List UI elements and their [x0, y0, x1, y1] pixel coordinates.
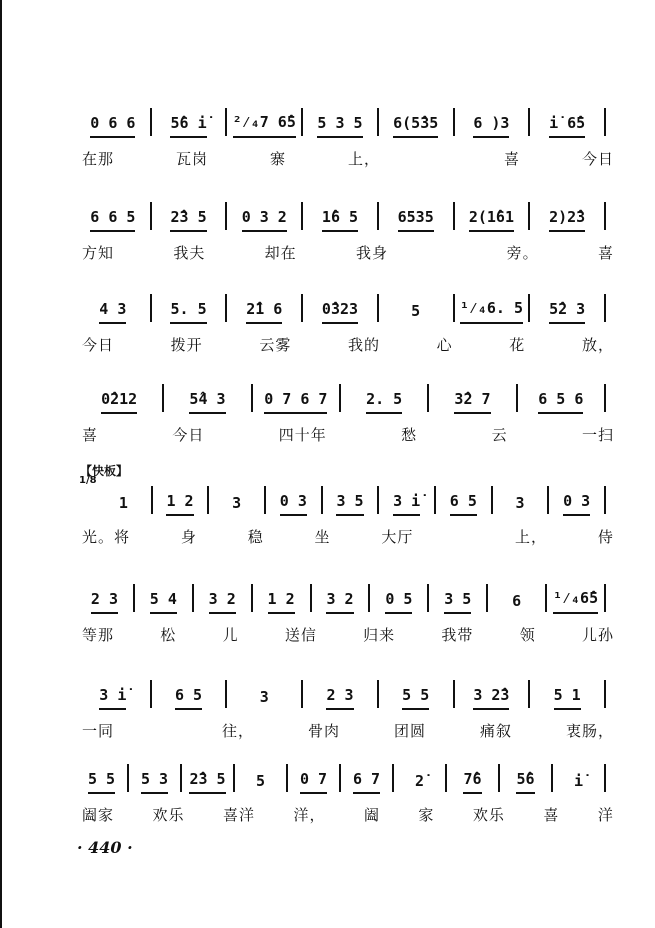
measure — [229, 676, 299, 710]
measure — [184, 760, 231, 794]
bar-line — [301, 294, 303, 322]
measure — [502, 760, 549, 794]
lyric-syllables: 往， — [221, 722, 254, 740]
measure — [166, 380, 248, 414]
bar-line — [133, 584, 135, 612]
lyrics-line — [78, 624, 618, 646]
bar-line — [498, 764, 500, 792]
measure-notes: 2. 5 — [366, 390, 402, 414]
notation-line — [78, 760, 618, 794]
bar-line — [127, 764, 129, 792]
measure-notes: i̇ — [573, 772, 584, 790]
measure-notes: 6 7 — [353, 770, 380, 794]
lyric-syllables: 云雾 — [259, 336, 292, 354]
measure — [532, 198, 602, 232]
measure-notes: 3 2 — [209, 590, 236, 614]
measure-notes: ¹⁄₄6̂5 — [553, 589, 598, 614]
lyric-syllables: 喜洋 — [222, 806, 255, 824]
measure — [381, 104, 451, 138]
lyric-syllables: 方知 — [82, 244, 115, 262]
tempo-marking: 【快板】 — [80, 464, 129, 478]
lyric-syllables: 送信 — [284, 626, 317, 644]
measure — [154, 104, 224, 138]
lyric-syllables: 放， — [581, 336, 614, 354]
bar-line — [150, 680, 152, 708]
lyric-syllables: 归来 — [363, 626, 396, 644]
measure-notes: 5 — [411, 302, 421, 320]
score-system-4 — [78, 380, 618, 450]
lyric-syllables: 阖家 — [82, 806, 115, 824]
bar-line — [225, 680, 227, 708]
measure-notes: 0̂323 — [322, 300, 358, 324]
measure-notes: 0 7 — [300, 770, 327, 794]
measure-notes: 5. 5 — [170, 300, 206, 324]
lyrics-line — [78, 526, 618, 548]
bar-line — [491, 486, 493, 514]
score-system-3 — [78, 290, 618, 360]
measure — [457, 198, 527, 232]
measure — [549, 580, 602, 614]
measure-notes: 7̂6 — [463, 770, 481, 794]
measure — [78, 380, 160, 414]
bar-line — [427, 384, 429, 412]
measure — [532, 676, 602, 710]
bar-line — [233, 764, 235, 792]
bar-line — [547, 486, 549, 514]
lyric-syllables: 喜 — [82, 426, 99, 444]
measure — [305, 676, 375, 710]
lyrics-line — [78, 334, 618, 356]
measure — [98, 482, 149, 516]
lyric-syllables: 拨开 — [170, 336, 203, 354]
lyric-syllables: 在那 — [82, 150, 115, 168]
lyric-syllables: 云 — [491, 426, 508, 444]
measure — [78, 104, 148, 138]
lyric-syllables: 身 — [180, 528, 197, 546]
measure-notes: 2̂3 5 — [189, 770, 225, 794]
bar-line — [604, 584, 606, 612]
score-system-8 — [78, 760, 618, 830]
measure-notes: 5 — [255, 772, 266, 790]
measure — [381, 676, 451, 710]
bar-line — [150, 108, 152, 136]
lyric-syllables: 瓦岗 — [176, 150, 209, 168]
measure — [381, 482, 432, 516]
measure — [154, 676, 224, 710]
measure-notes: 2(1̂61 — [469, 208, 514, 232]
bar-line — [453, 202, 455, 230]
lyric-syllables: 一扫 — [581, 426, 614, 444]
lyric-syllables: 欢乐 — [152, 806, 185, 824]
lyric-syllables: 今日 — [172, 426, 205, 444]
measure-notes: 5̂6 i̇ — [170, 114, 206, 138]
measure-notes: 5 1 — [554, 686, 581, 710]
lyric-syllables: 稳 — [247, 528, 264, 546]
measure-notes: 0 7 6 7 — [264, 390, 327, 414]
measure-notes: 1 2 — [166, 492, 193, 516]
bar-line — [377, 486, 379, 514]
measure — [255, 580, 308, 614]
bar-line — [434, 486, 436, 514]
measure-notes: i̇ 6̂5 — [549, 114, 585, 138]
measure — [237, 760, 284, 794]
measure — [381, 198, 451, 232]
measure-notes: 2)2̂3 — [549, 208, 585, 232]
measure — [255, 380, 337, 414]
lyric-syllables: 愁 — [401, 426, 418, 444]
measure — [449, 760, 496, 794]
lyric-syllables: 心 — [436, 336, 453, 354]
bar-line — [516, 384, 518, 412]
bar-line — [604, 764, 606, 792]
bar-line — [604, 384, 606, 412]
measure-notes: ²⁄₄7 6̂5 — [233, 113, 296, 138]
bar-line — [486, 584, 488, 612]
measure-notes: 1 — [118, 494, 128, 512]
measure — [396, 760, 443, 794]
score-system-7 — [78, 676, 618, 746]
lyric-syllables: 上， — [515, 528, 548, 546]
measure — [268, 482, 319, 516]
lyric-syllables: 喜 — [543, 806, 560, 824]
bar-line — [301, 680, 303, 708]
measure-notes: 6 )3 — [473, 114, 509, 138]
measure-notes: 3 2̂3 — [473, 686, 509, 710]
bar-line — [321, 486, 323, 514]
measure-notes: 5 3 — [141, 770, 168, 794]
measure-notes: 1 2 — [268, 590, 295, 614]
measure — [290, 760, 337, 794]
bar-line — [453, 294, 455, 322]
measure-notes: 3 i̇ — [99, 686, 126, 710]
measure — [229, 198, 299, 232]
measure — [229, 290, 299, 324]
bar-line — [377, 202, 379, 230]
lyric-syllables: 旁。 — [506, 244, 539, 262]
bar-line — [392, 764, 394, 792]
measure — [78, 198, 148, 232]
lyric-syllables: 喜 — [503, 150, 520, 168]
measure-notes: 0̂212 — [101, 390, 137, 414]
lyric-syllables: 松 — [160, 626, 177, 644]
measure-notes: 5 5 — [88, 770, 115, 794]
measure-notes: 5 3 5 — [317, 114, 362, 138]
measure-notes: 4 3 — [99, 300, 126, 324]
measure-notes: 0 3 — [563, 492, 590, 516]
score-system-5 — [78, 482, 618, 552]
bar-line — [604, 294, 606, 322]
lyric-syllables: 儿 — [222, 626, 239, 644]
lyric-syllables: 洋 — [597, 806, 614, 824]
lyric-syllables: 一同 — [82, 722, 115, 740]
lyric-syllables: 我身 — [355, 244, 388, 262]
measure-notes: 3 — [259, 688, 269, 706]
measure — [325, 482, 376, 516]
bar-line — [251, 584, 253, 612]
bar-line — [225, 294, 227, 322]
bar-line — [225, 202, 227, 230]
measure — [154, 198, 224, 232]
bar-line — [604, 680, 606, 708]
lyric-syllables: 儿孙 — [581, 626, 614, 644]
measure — [155, 482, 206, 516]
bar-line — [545, 584, 547, 612]
measure — [372, 580, 425, 614]
measure — [495, 482, 546, 516]
measure — [490, 580, 543, 614]
lyric-syllables: 光。将 — [82, 528, 131, 546]
measure — [305, 104, 375, 138]
lyric-syllables: 四十年 — [278, 426, 327, 444]
lyric-syllables: 喜 — [597, 244, 614, 262]
bar-line — [604, 108, 606, 136]
notation-line — [78, 290, 618, 324]
measure — [78, 676, 148, 710]
lyrics-line — [78, 804, 618, 826]
bar-line — [528, 202, 530, 230]
measure-notes: 3 i̇ — [393, 492, 420, 516]
notation-line — [78, 380, 618, 414]
lyric-syllables: 痛叙 — [479, 722, 512, 740]
bar-line — [377, 294, 379, 322]
measure — [438, 482, 489, 516]
bar-line — [264, 486, 266, 514]
notation-line — [78, 482, 618, 516]
bar-line — [151, 486, 153, 514]
bar-line — [207, 486, 209, 514]
measure-notes: 0 6 6 — [90, 114, 135, 138]
bar-line — [377, 108, 379, 136]
measure-notes: 2 3 — [326, 686, 353, 710]
bar-line — [368, 584, 370, 612]
measure — [314, 580, 367, 614]
measure-notes: 2̂1 6 — [246, 300, 282, 324]
bar-line — [453, 680, 455, 708]
measure — [196, 580, 249, 614]
score-system-1 — [78, 104, 618, 174]
measure-notes: 2̂3 5 — [170, 208, 206, 232]
measure-notes: 6 5 6 — [538, 390, 583, 414]
measure-notes: 5 4 — [150, 590, 177, 614]
measure-notes: 2 3 — [91, 590, 118, 614]
lyric-syllables: 我的 — [347, 336, 380, 354]
measure-notes: 0 3 — [280, 492, 307, 516]
bar-line — [551, 764, 553, 792]
notation-line — [78, 580, 618, 614]
measure — [431, 380, 513, 414]
lyric-syllables: 洋， — [293, 806, 326, 824]
measure-notes: 6535 — [398, 208, 434, 232]
measure — [137, 580, 190, 614]
bar-line — [150, 294, 152, 322]
bar-line — [339, 384, 341, 412]
measure-notes: 2̇ — [414, 772, 425, 790]
measure — [78, 760, 125, 794]
lyric-syllables: 领 — [519, 626, 536, 644]
lyric-syllables: 团圆 — [393, 722, 426, 740]
bar-line — [453, 108, 455, 136]
meter-marking: 1/8 — [79, 475, 97, 486]
measure — [305, 198, 375, 232]
bar-line — [339, 764, 341, 792]
measure-notes: ¹⁄₄6. 5 — [460, 299, 523, 324]
measure-notes: 5̂6 — [516, 770, 534, 794]
lyric-syllables: 衷肠， — [565, 722, 614, 740]
measure — [551, 482, 602, 516]
measure — [343, 380, 425, 414]
page-number: · 440 · — [77, 838, 133, 857]
measure-notes: 0 3 2 — [242, 208, 287, 232]
bar-line — [192, 584, 194, 612]
lyrics-line — [78, 424, 618, 446]
bar-line — [310, 584, 312, 612]
bar-line — [150, 202, 152, 230]
bar-line — [180, 764, 182, 792]
lyrics-line — [78, 148, 618, 170]
score-system-2 — [78, 198, 618, 268]
lyric-syllables: 上， — [348, 150, 381, 168]
measure — [457, 104, 527, 138]
notation-line — [78, 676, 618, 710]
lyric-syllables: 今日 — [581, 150, 614, 168]
lyric-syllables: 阖 — [363, 806, 380, 824]
bar-line — [528, 294, 530, 322]
page-left-edge-rule — [0, 0, 2, 928]
bar-line — [377, 680, 379, 708]
bar-line — [445, 764, 447, 792]
measure-notes: 5̂2 3 — [549, 300, 585, 324]
lyric-syllables: 骨肉 — [307, 722, 340, 740]
measure-notes: 6 — [512, 592, 522, 610]
bar-line — [604, 486, 606, 514]
bar-line — [301, 202, 303, 230]
lyric-syllables: 坐 — [314, 528, 331, 546]
lyric-syllables: 侍 — [597, 528, 614, 546]
bar-line — [301, 108, 303, 136]
bar-line — [528, 680, 530, 708]
measure-notes: 0 5 — [385, 590, 412, 614]
notation-line — [78, 104, 618, 138]
measure — [457, 290, 527, 324]
lyric-syllables: 花 — [509, 336, 526, 354]
bar-line — [286, 764, 288, 792]
measure-notes: 6(5̂35 — [393, 114, 438, 138]
lyrics-line — [78, 242, 618, 264]
measure — [532, 104, 602, 138]
bar-line — [162, 384, 164, 412]
measure — [305, 290, 375, 324]
bar-line — [604, 202, 606, 230]
measure-notes: 3̂2 7 — [454, 390, 490, 414]
lyric-syllables: 家 — [418, 806, 435, 824]
lyric-syllables: 却在 — [264, 244, 297, 262]
measure — [520, 380, 602, 414]
measure-notes: 3 — [232, 494, 242, 512]
bar-line — [251, 384, 253, 412]
score-system-6 — [78, 580, 618, 650]
lyric-syllables: 我带 — [441, 626, 474, 644]
measure-notes: 3 5 — [444, 590, 471, 614]
measure — [131, 760, 178, 794]
measure-notes: 5 5 — [402, 686, 429, 710]
measure — [532, 290, 602, 324]
notation-line — [78, 198, 618, 232]
measure-notes: 6 5 — [175, 686, 202, 710]
measure — [555, 760, 602, 794]
measure-notes: 3 — [515, 494, 525, 512]
measure — [78, 580, 131, 614]
lyric-syllables: 欢乐 — [472, 806, 505, 824]
bar-line — [225, 108, 227, 136]
measure-notes: 6 6 5 — [90, 208, 135, 232]
measure-notes: 1̂6 5 — [322, 208, 358, 232]
measure — [211, 482, 262, 516]
measure — [381, 290, 451, 324]
lyric-syllables: 寨 — [270, 150, 287, 168]
measure-notes: 5̂4 3 — [189, 390, 225, 414]
lyric-syllables: 等那 — [82, 626, 115, 644]
measure — [229, 104, 299, 138]
bar-line — [528, 108, 530, 136]
lyric-syllables: 大厅 — [381, 528, 414, 546]
lyric-syllables: 我夫 — [173, 244, 206, 262]
measure-notes: 3 2 — [326, 590, 353, 614]
lyric-syllables: 今日 — [82, 336, 115, 354]
lyrics-line — [78, 720, 618, 742]
measure — [78, 290, 148, 324]
measure — [154, 290, 224, 324]
measure — [431, 580, 484, 614]
measure-notes: 3 5 — [336, 492, 363, 516]
bar-line — [427, 584, 429, 612]
measure — [343, 760, 390, 794]
measure — [457, 676, 527, 710]
measure-notes: 6 5 — [450, 492, 477, 516]
